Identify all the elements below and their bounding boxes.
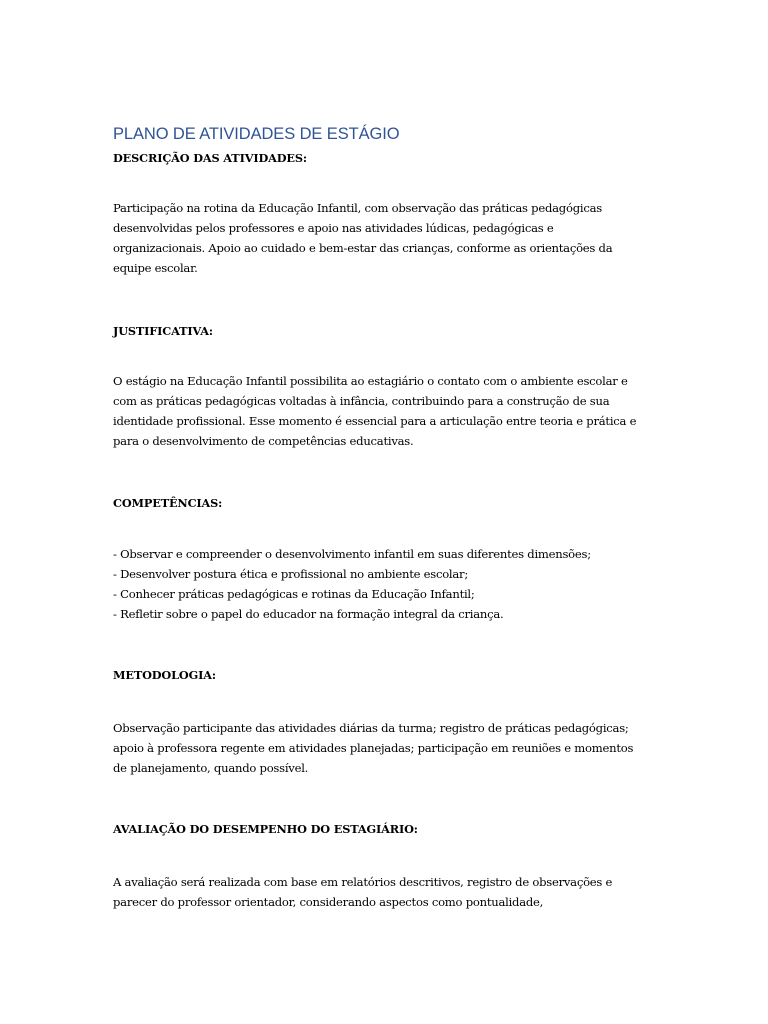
paragraph-line: apoio à professora regente em atividades planejadas; participação em reuniões e momentos	[113, 741, 634, 755]
paragraph-line: com as práticas pedagógicas voltadas à infância, contribuindo para a construção de sua	[113, 394, 610, 408]
paragraph-line: Participação na rotina da Educação Infantil, com observação das práticas pedagógicas	[113, 201, 602, 215]
section-heading-descricao: DESCRIÇÃO DAS ATIVIDADES:	[113, 151, 307, 165]
section-paragraph-metodologia	[113, 718, 673, 778]
paragraph-line: O estágio na Educação Infantil possibilita ao estagiário o contato com o ambiente escolar e	[113, 374, 628, 388]
paragraph-line: A avaliação será realizada com base em relatórios descritivos, registro de observações e	[113, 875, 613, 889]
competencias-list	[113, 544, 673, 624]
paragraph-line: de planejamento, quando possível.	[113, 761, 309, 775]
section-heading-justificativa: JUSTIFICATIVA:	[113, 324, 213, 338]
document-page	[113, 0, 673, 1024]
section-heading-metodologia: METODOLOGIA:	[113, 668, 216, 682]
section-heading-avaliacao: AVALIAÇÃO DO DESEMPENHO DO ESTAGIÁRIO:	[113, 822, 418, 836]
paragraph-line: para o desenvolvimento de competências educativas.	[113, 434, 414, 448]
list-item: - Conhecer práticas pedagógicas e rotinas da Educação Infantil;	[113, 587, 475, 601]
list-item: - Desenvolver postura ética e profissional no ambiente escolar;	[113, 567, 469, 581]
section-paragraph-avaliacao	[113, 872, 673, 912]
section-heading-competencias: COMPETÊNCIAS:	[113, 496, 223, 510]
list-item: - Refletir sobre o papel do educador na formação integral da criança.	[113, 607, 504, 621]
paragraph-line: identidade profissional. Esse momento é essencial para a articulação entre teoria e prática e	[113, 414, 637, 428]
section-paragraph-justificativa	[113, 371, 673, 451]
paragraph-line: equipe escolar.	[113, 261, 198, 275]
paragraph-line: Observação participante das atividades diárias da turma; registro de práticas pedagógicas;	[113, 721, 629, 735]
section-paragraph-descricao	[113, 198, 673, 278]
paragraph-line: parecer do professor orientador, considerando aspectos como pontualidade,	[113, 895, 544, 909]
list-item: - Observar e compreender o desenvolvimento infantil em suas diferentes dimensões;	[113, 547, 591, 561]
paragraph-line: desenvolvidas pelos professores e apoio nas atividades lúdicas, pedagógicas e	[113, 221, 554, 235]
paragraph-line: organizacionais. Apoio ao cuidado e bem-estar das crianças, conforme as orientações da	[113, 241, 613, 255]
document-title: PLANO DE ATIVIDADES DE ESTÁGIO	[113, 125, 400, 143]
